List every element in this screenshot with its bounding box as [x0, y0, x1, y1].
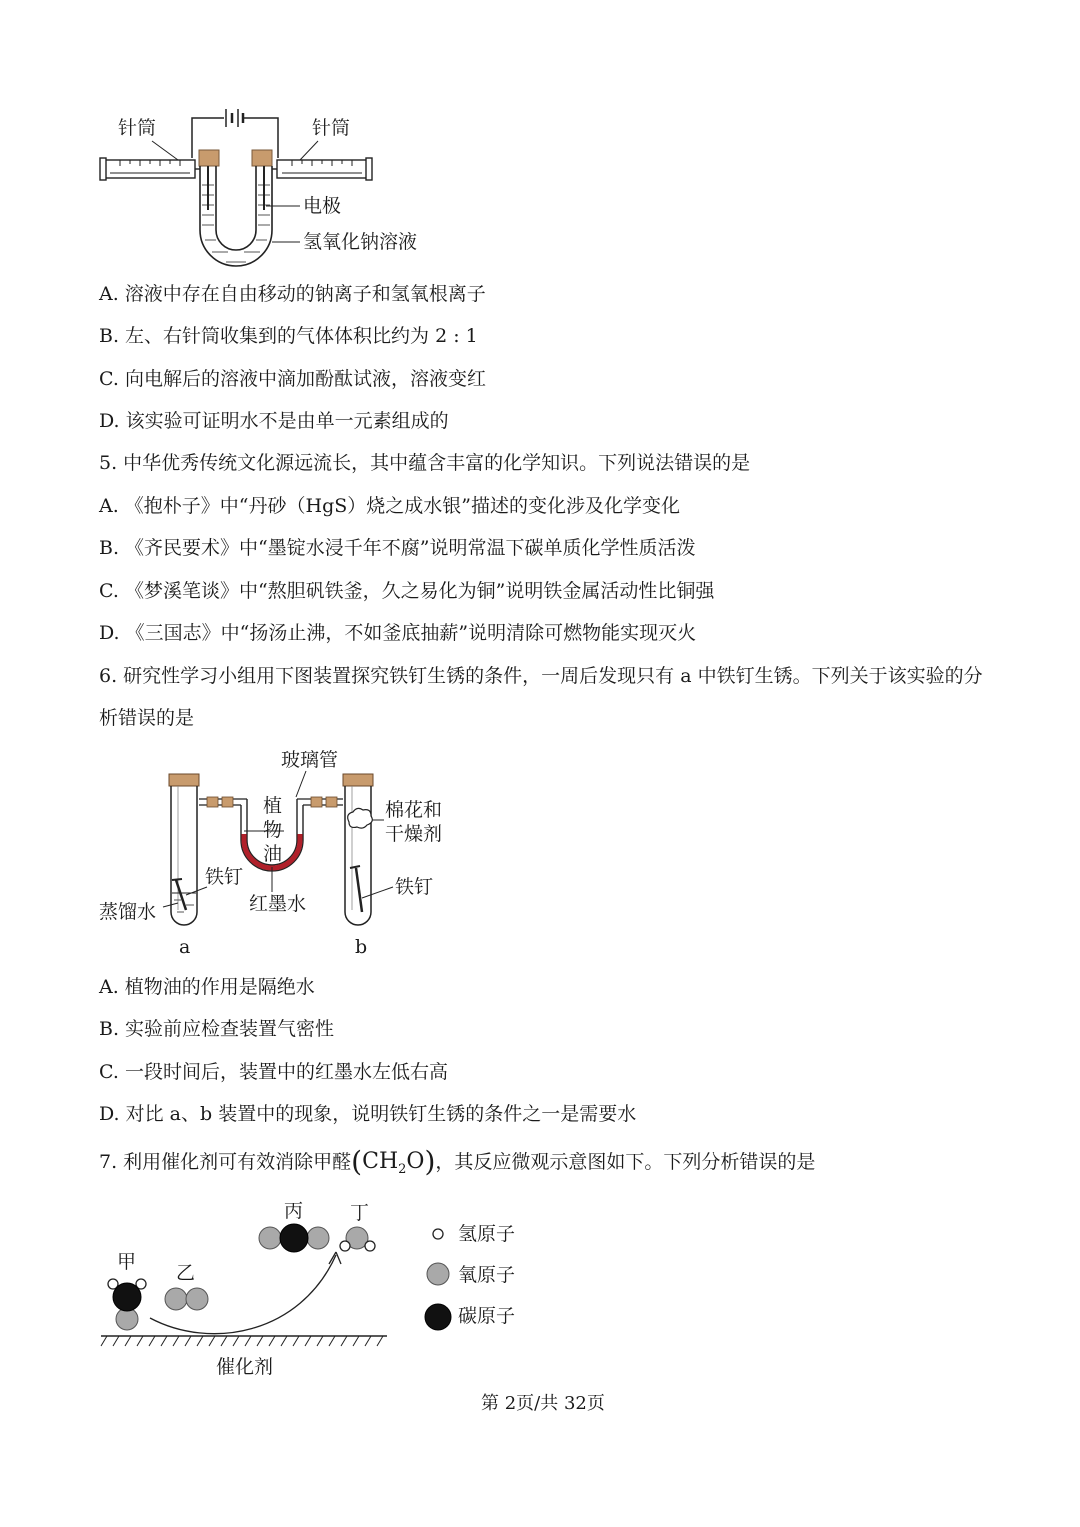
q7-stem: 7. 利用催化剂可有效消除甲醛$(CH_2O)$，其反应微观示意图如下。下列分析错误的是 — [99, 1145, 816, 1178]
q4-option-d: D. 该实验可证明水不是由单一元素组成的 — [99, 410, 449, 432]
tube-b-label: b — [355, 936, 368, 958]
q5-option-a: A. 《抱朴子》中“丹砂（HgS）烧之成水银”描述的变化涉及化学变化 — [99, 495, 680, 517]
molecule-ding-label: 丁 — [350, 1202, 370, 1224]
tube-a-label: a — [179, 936, 191, 958]
catalyst-label: 催化剂 — [216, 1356, 274, 1378]
cotton-label-2: 干燥剂 — [385, 823, 443, 845]
q7-stem-before: 7. 利用催化剂可有效消除甲醛 — [99, 1151, 352, 1173]
q4-option-b: B. 左、右针筒收集到的气体体积比约为 2 : 1 — [99, 325, 478, 347]
formula-ch: CH — [362, 1149, 399, 1174]
q6-stem-line2: 析错误的是 — [99, 707, 195, 729]
electrode-label: 电极 — [303, 195, 342, 217]
cotton-label-1: 棉花和 — [385, 799, 443, 821]
molecule-bing-label: 丙 — [284, 1200, 304, 1222]
formula-sub: 2 — [398, 1162, 407, 1177]
page-footer: 第 2页/共 32页 — [481, 1393, 605, 1414]
q7-stem-after: ，其反应微观示意图如下。下列分析错误的是 — [435, 1151, 816, 1173]
right-syringe-label: 针筒 — [312, 117, 351, 139]
nail-b-label: 铁钉 — [395, 876, 434, 898]
nail-a-label: 铁钉 — [205, 866, 244, 888]
q6-option-b: B. 实验前应检查装置气密性 — [99, 1018, 335, 1040]
q5-stem: 5. 中华优秀传统文化源远流长，其中蕴含丰富的化学知识。下列说法错误的是 — [99, 452, 751, 474]
left-syringe-label: 针筒 — [118, 117, 157, 139]
glass-tube-label: 玻璃管 — [281, 749, 339, 771]
q4-option-c: C. 向电解后的溶液中滴加酚酞试液，溶液变红 — [99, 368, 486, 390]
molecule-jia-label: 甲 — [117, 1251, 137, 1273]
q6-option-a: A. 植物油的作用是隔绝水 — [99, 976, 315, 998]
legend-hydrogen: 氢原子 — [458, 1223, 516, 1245]
solution-label: 氢氧化钠溶液 — [303, 231, 418, 253]
q6-option-d: D. 对比 a、b 装置中的现象，说明铁钉生锈的条件之一是需要水 — [99, 1103, 637, 1125]
molecule-yi-label: 乙 — [176, 1262, 196, 1284]
oil-label-3: 油 — [263, 843, 283, 865]
legend-carbon: 碳原子 — [458, 1305, 516, 1327]
distilled-water-label: 蒸馏水 — [99, 901, 157, 923]
q5-option-c: C. 《梦溪笔谈》中“熬胆矾铁釜，久之易化为铜”说明铁金属活动性比铜强 — [99, 580, 715, 602]
legend-oxygen: 氧原子 — [458, 1264, 516, 1286]
q4-option-a: A. 溶液中存在自由移动的钠离子和氢氧根离子 — [99, 283, 486, 305]
oil-label-1: 植 — [263, 795, 283, 817]
q5-option-b: B. 《齐民要术》中“墨锭水浸千年不腐”说明常温下碳单质化学性质活泼 — [99, 537, 696, 559]
q6-option-c: C. 一段时间后，装置中的红墨水左低右高 — [99, 1061, 448, 1083]
formula-o: O — [406, 1149, 425, 1174]
oil-label-2: 物 — [263, 819, 283, 841]
red-ink-label: 红墨水 — [249, 893, 307, 915]
q5-option-d: D. 《三国志》中“扬汤止沸，不如釜底抽薪”说明清除可燃物能实现灭火 — [99, 622, 697, 644]
q6-stem-line1: 6. 研究性学习小组用下图装置探究铁钉生锈的条件，一周后发现只有 a 中铁钉生锈。下列关于该实验的分 — [99, 665, 983, 687]
